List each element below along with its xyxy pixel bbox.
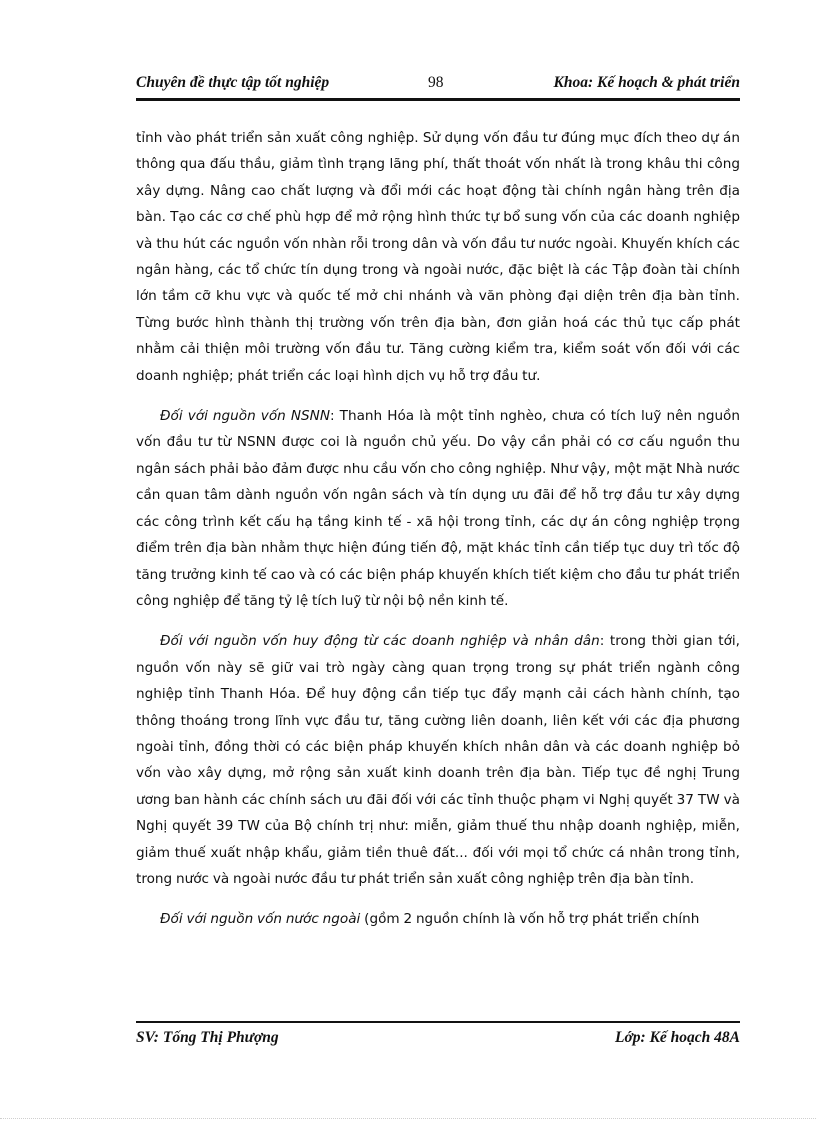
header-report-title: Chuyên đề thực tập tốt nghiệp (136, 74, 330, 91)
page-footer (136, 1029, 740, 1051)
page-body (136, 125, 740, 947)
paragraph-enterprise-capital (136, 628, 740, 892)
page-edge (0, 1118, 816, 1119)
paragraph-enterprise-heading: Đối với nguồn vốn huy động từ các doanh nghiệp và nhân dân (160, 633, 600, 650)
paragraph-nsnn-heading: Đối với nguồn vốn NSNN (160, 408, 331, 425)
footer-student-name: SV: Tống Thị Phượng (136, 1029, 279, 1046)
header-faculty: Khoa: Kế hoạch & phát triển (553, 74, 740, 91)
paragraph-1 (136, 125, 740, 389)
paragraph-nsnn (136, 403, 740, 614)
page-header (136, 74, 740, 96)
paragraph-foreign-capital (136, 906, 740, 932)
footer-divider (136, 1021, 740, 1023)
paragraph-nsnn-text: : Thanh Hóa là một tỉnh nghèo, chưa có tích luỹ nên nguồn vốn đầu tư từ NSNN được coi là nguồn chủ yếu. Do vậy cần phải có cơ cấu nguồn thu ngân sách phải bảo đảm được nhu cầu vốn cho công nghiệp. Như vậy, một mặt Nhà nước cần quan tâm dành nguồn vốn ngân sách và tín dụng ưu đãi để hỗ trợ đầu tư xây dựng các công trình kết cấu hạ tầng kinh tế - xã hội trong tỉnh, các dự án công nghiệp trọng điểm trên địa bàn nhằm thực hiện đúng tiến độ, mặt khác tỉnh cần tiếp tục duy trì tốc độ tăng trưởng kinh tế cao và có các biện pháp khuyến khích tiết kiệm cho đầu tư phát triển công nghiệp để tăng tỷ lệ tích luỹ từ nội bộ nền kinh tế. (136, 408, 740, 609)
header-divider (136, 98, 740, 101)
header-page-number: 98 (428, 74, 444, 91)
paragraph-foreign-text: (gồm 2 nguồn chính là vốn hỗ trợ phát triển chính (360, 911, 700, 928)
paragraph-1-text: tỉnh vào phát triển sản xuất công nghiệp. Sử dụng vốn đầu tư đúng mục đích theo dự án thông qua đấu thầu, giảm tình trạng lãng phí, thất thoát vốn nhất là trong khâu thi công xây dựng. Nâng cao chất lượng và đổi mới các hoạt động tài chính ngân hàng trên địa bàn. Tạo các cơ chế phù hợp để mở rộng hình thức tự bổ sung vốn của các doanh nghiệp và thu hút các nguồn vốn nhàn rỗi trong dân và vốn đầu tư nước ngoài. Khuyến khích các ngân hàng, các tổ chức tín dụng trong và ngoài nước, đặc biệt là các Tập đoàn tài chính lớn tầm cỡ khu vực và quốc tế mở chi nhánh và văn phòng đại diện trên địa bàn tỉnh. Từng bước hình thành thị trường vốn trên địa bàn, đơn giản hoá các thủ tục cấp phát nhằm cải thiện môi trường vốn đầu tư. Tăng cường kiểm tra, kiểm soát vốn đối với các doanh nghiệp; phát triển các loại hình dịch vụ hỗ trợ đầu tư. (136, 130, 740, 384)
paragraph-foreign-heading: Đối với nguồn vốn nước ngoài (160, 911, 361, 928)
paragraph-enterprise-text: : trong thời gian tới, nguồn vốn này sẽ giữ vai trò ngày càng quan trọng trong sự phát triển ngành công nghiệp tỉnh Thanh Hóa. Để huy động cần tiếp tục đẩy mạnh cải cách hành chính, tạo thông thoáng trong lĩnh vực đầu tư, tăng cường liên doanh, liên kết với các địa phương ngoài tỉnh, đồng thời có các biện pháp khuyến khích nhân dân và các doanh nghiệp bỏ vốn vào xây dựng, mở rộng sản xuất kinh doanh trên địa bàn. Tiếp tục đề nghị Trung ương ban hành các chính sách ưu đãi đối với các tỉnh thuộc phạm vi Nghị quyết 37 TW và Nghị quyết 39 TW của Bộ chính trị như: miễn, giảm thuế thu nhập doanh nghiệp, miễn, giảm thuế xuất nhập khẩu, giảm tiền thuê đất... đối với mọi tổ chức cá nhân trong tỉnh, trong nước và ngoài nước đầu tư phát triển sản xuất công nghiệp trên địa bàn tỉnh. (136, 633, 741, 887)
footer-class: Lớp: Kế hoạch 48A (615, 1029, 740, 1046)
